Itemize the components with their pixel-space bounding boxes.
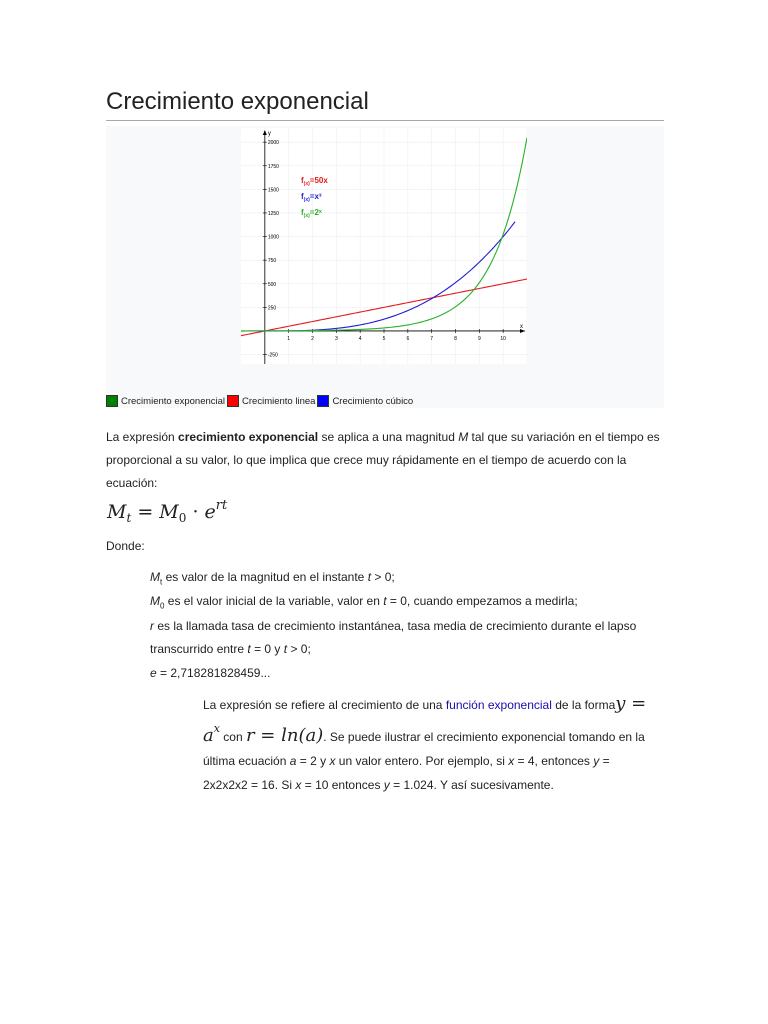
y-tick-label: 1500 xyxy=(267,187,279,194)
x-tick-label: 8 xyxy=(454,335,457,342)
y-tick-label: 2000 xyxy=(267,140,279,147)
definition-r: r es la llamada tasa de crecimiento instantánea, tasa media de crecimiento durante el lapso transcurrido entre t = 0 y t > 0; xyxy=(150,619,637,656)
definition-m0: $M_0$ es el valor inicial de la variable, valor en t = 0, cuando empezamos a medirla; xyxy=(150,594,578,611)
legend-label: Crecimiento cúbico xyxy=(332,395,414,407)
function-label: $f_{(x)}=2ˣ$ xyxy=(301,208,322,219)
legend-swatch-red xyxy=(227,395,239,407)
legend-item-cubic xyxy=(317,395,413,407)
equation-y-ax: $y = a^x$ xyxy=(203,693,647,746)
x-tick-label: 7 xyxy=(430,335,434,342)
chart-legend xyxy=(106,395,415,407)
growth-chart xyxy=(241,128,527,364)
title-divider xyxy=(106,120,664,121)
x-tick-label: 6 xyxy=(406,335,410,342)
growth-formula: $M_t = M_0 \cdot e^{rt}$ xyxy=(107,498,228,525)
bold-term: crecimiento exponencial xyxy=(178,430,319,444)
y-tick-label: 500 xyxy=(267,281,277,288)
intro-paragraph: La expresión crecimiento exponencial se aplica a una magnitud M tal que su variación en el tiempo es proporcional a su valor, lo que implica que crece muy rápidamente en el tiempo de acuerdo con la ecuación: xyxy=(106,430,660,490)
y-axis-label: y xyxy=(267,131,271,137)
function-label: $f_{(x)}=50x$ xyxy=(301,176,328,187)
definition-e: e = 2,718281828459... xyxy=(150,666,271,680)
donde-label: Donde: xyxy=(106,539,145,553)
x-tick-label: 3 xyxy=(334,335,338,342)
x-tick-label: 2 xyxy=(311,335,314,342)
legend-label: Crecimiento linea xyxy=(242,395,316,407)
y-tick-label: -250 xyxy=(267,352,278,359)
legend-item-linear xyxy=(227,395,315,407)
legend-swatch-green xyxy=(106,395,118,407)
y-tick-label: 1250 xyxy=(267,210,279,217)
x-tick-label: 5 xyxy=(382,335,386,342)
definition-mt: $M_t$ es valor de la magnitud en el instante t > 0; xyxy=(150,570,395,587)
y-tick-label: 750 xyxy=(267,258,277,265)
x-tick-label: 1 xyxy=(287,335,291,342)
legend-item-exponential xyxy=(106,395,225,407)
x-tick-label: 9 xyxy=(477,335,481,342)
x-axis-label: x xyxy=(520,323,523,330)
note-paragraph: La expresión se refiere al crecimiento de una función exponencial de la formay = $a^x$ con r = ln(a). Se puede ilustrar el crecimiento exponencial tomando en la última ecuación a = 2 y x un valor entero. Por ejemplo, si x = 4, entonces y = 2x2x2x2 = 16. Si x = 10 entonces y = 1.024. Y así sucesivamente. xyxy=(203,693,647,792)
y-tick-label: 1000 xyxy=(267,234,279,241)
x-tick-label: 4 xyxy=(358,335,362,342)
legend-swatch-blue xyxy=(317,395,329,407)
function-label: $f_{(x)}=x^3$ xyxy=(301,192,322,203)
page-title: Crecimiento exponencial xyxy=(106,88,369,115)
equation-r-ln: r = ln(a) xyxy=(245,725,324,746)
exponential-function-link[interactable]: función exponencial xyxy=(445,698,552,712)
x-tick-label: 10 xyxy=(500,335,506,342)
y-tick-label: 1750 xyxy=(267,163,279,170)
y-tick-label: 250 xyxy=(267,305,277,312)
legend-label: Crecimiento exponencial xyxy=(121,395,226,407)
